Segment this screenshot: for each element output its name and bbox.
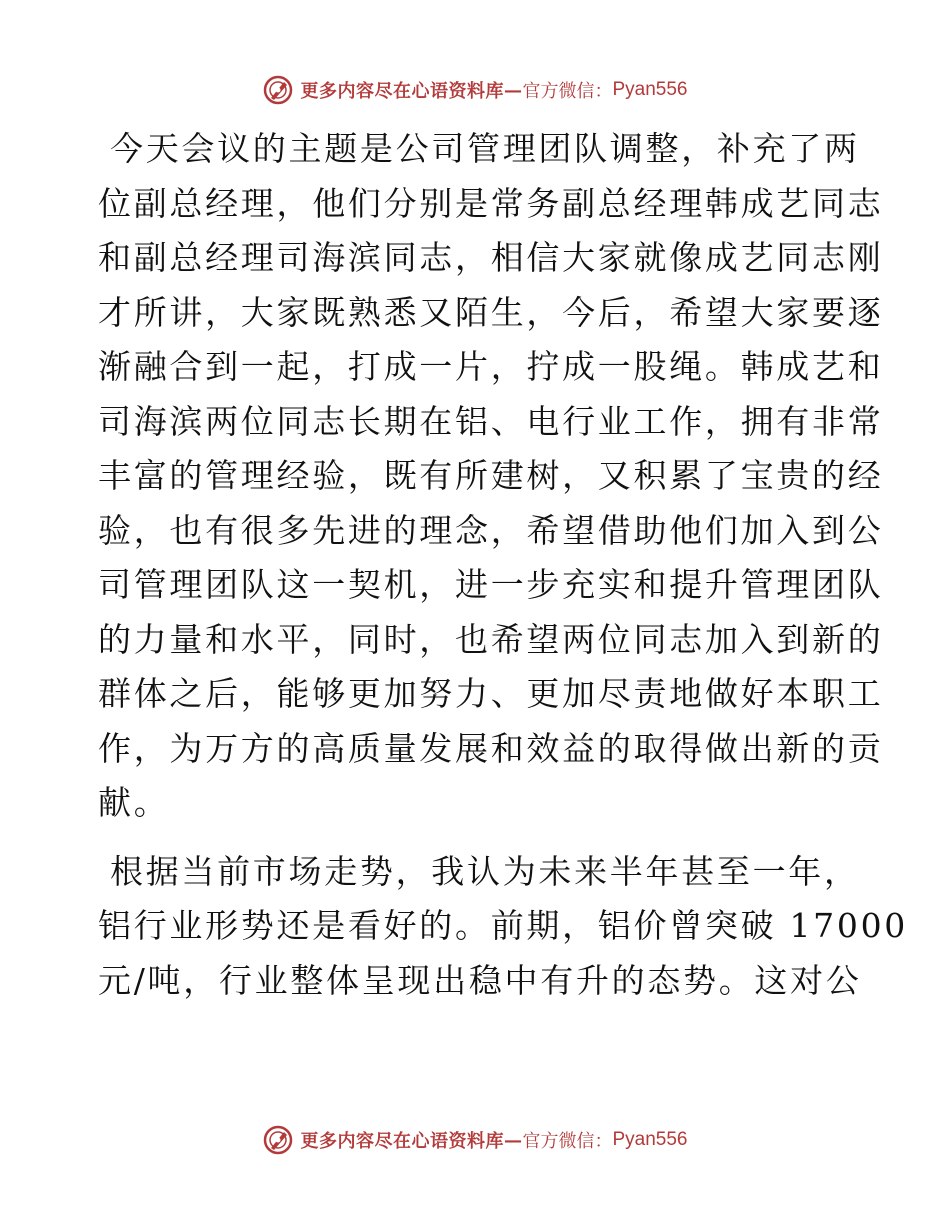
seal-logo-icon [262,74,294,106]
text-line: 根据当前市场走势，我认为未来半年甚至一年， [110,851,860,891]
text-line: 铝行业形势还是看好的。前期，铝价曾突破 17000 [98,906,908,945]
footer-watermark-banner [0,1120,950,1160]
banner-wechat-label: 官方微信： [522,1131,613,1152]
banner-main-text: 更多内容尽在心语资料库 [300,81,504,102]
banner-wechat-id: Pyan556 [612,79,688,100]
text-line: 位副总经理，他们分别是常务副总经理韩成艺同志 [98,183,884,223]
paragraph-2 [98,845,908,1009]
banner-wechat-id: Pyan556 [612,1129,688,1150]
document-body [98,122,908,1016]
text-line: 作，为万方的高质量发展和效益的取得做出新的贡 [98,728,884,768]
text-line: 今天会议的主题是公司管理团队调整，补充了两 [110,129,860,168]
paragraph-1 [98,122,884,831]
banner-wechat-label: 官方微信： [522,81,613,102]
text-line: 和副总经理司海滨同志，相信大家就像成艺同志刚 [98,238,884,277]
text-line: 渐融合到一起，打成一片，拧成一股绳。韩成艺和 [98,347,884,386]
text-line: 的力量和水平，同时，也希望两位同志加入到新的 [98,619,884,659]
text-line: 献。 [98,783,170,822]
banner-separator: — [503,79,523,101]
banner-main-text: 更多内容尽在心语资料库 [300,1131,504,1152]
text-line: 验，也有很多先进的理念，希望借助他们加入到公 [98,510,884,550]
text-line: 司海滨两位同志长期在铝、电行业工作，拥有非常 [98,401,884,441]
text-line: 才所讲，大家既熟悉又陌生，今后，希望大家要逐 [98,292,884,332]
banner-separator: — [503,1129,523,1151]
text-line: 司管理团队这一契机，进一步充实和提升管理团队 [98,565,884,604]
text-line: 丰富的管理经验，既有所建树，又积累了宝贵的经 [98,456,884,495]
header-watermark-banner [0,70,950,110]
seal-logo-icon [262,1124,294,1156]
text-line: 群体之后，能够更加努力、更加尽责地做好本职工 [98,674,884,713]
text-line: 元/吨，行业整体呈现出稳中有升的态势。这对公 [98,960,862,1000]
